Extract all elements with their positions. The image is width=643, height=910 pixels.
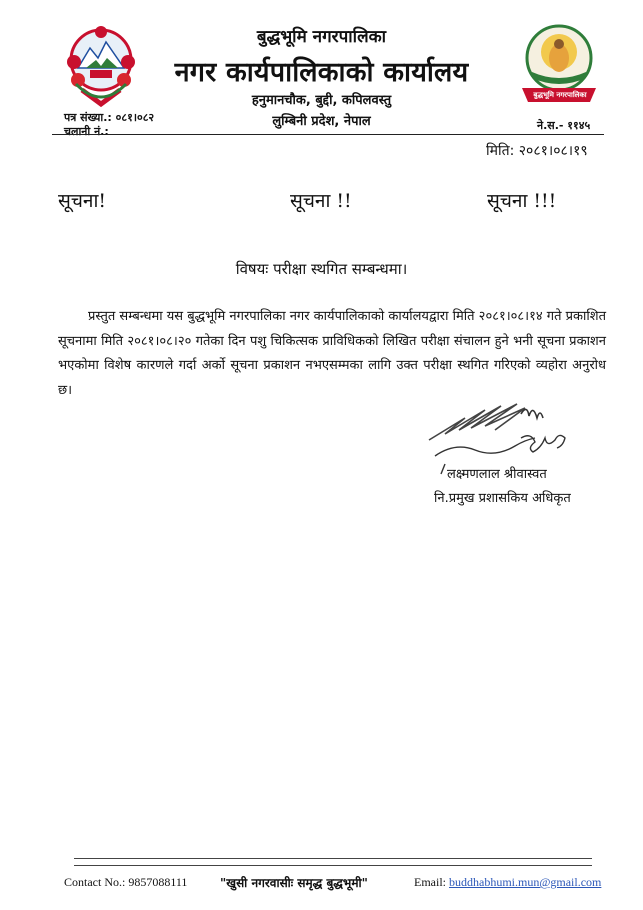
signer-title: नि.प्रमुख प्रशासकिय अधिकृत [434,491,571,506]
letter-number: पत्र संख्या.: ०८१।०८२ [64,111,155,124]
header-divider [52,134,604,135]
subject-line: विषयः परीक्षा स्थगित सम्बन्धमा। [235,260,408,278]
notice-body: प्रस्तुत सम्बन्धमा यस बुद्धभूमि नगरपालिका नगर कार्यपालिकाको कार्यालयद्वारा मिति २०८१।०८।१४ गते प्रकाशित सूचनामा मिति २०८१।०८।२० गतेका दिन पशु चिकित्सक प्राविधिकको लिखित परीक्षा संचालन हुने भनी सूचना प्रकाशन भएकोमा विशेष कारणले गर्दा अर्को सूचना प्रकाशन नभएसम्मका लागि उक्त परीक्षा स्थगित गरिएको व्यहोरा अनुरोध छ। [58,309,606,398]
notice-heading-2: सूचना !! [290,190,352,212]
signer-name: लक्ष्मणलाल श्रीवास्वत [447,467,547,482]
email-label: Email: [414,875,446,889]
letter-date: मिति: २०८१।०८।१९ [486,143,588,159]
office-title: नगर कार्यपालिकाको कार्यालय [174,57,469,88]
nepal-sambat: ने.स.- ११४५ [537,119,591,132]
notice-heading-1: सूचना! [58,190,107,212]
dispatch-number: चलानी नं.: [64,125,109,138]
office-address: हनुमानचौक, बुद्दी, कपिलवस्तु [251,93,392,108]
municipality-name: बुद्धभूमि नगरपालिका [256,27,387,47]
office-province: लुम्बिनी प्रदेश, नेपाल [272,114,371,129]
notice-heading-3: सूचना !!! [487,190,557,212]
municipality-motto: "खुसी नगरवासीः समृद्ध बुद्धभूमी" [220,876,368,890]
email-line [414,875,601,890]
logo-banner-text: बुद्धभूमि नगरपालिका [533,91,587,99]
email-link[interactable]: buddhabhumi.mun@gmail.com [449,875,602,889]
contact-number: Contact No.: 9857088111 [64,875,188,889]
footer-divider [74,858,592,866]
